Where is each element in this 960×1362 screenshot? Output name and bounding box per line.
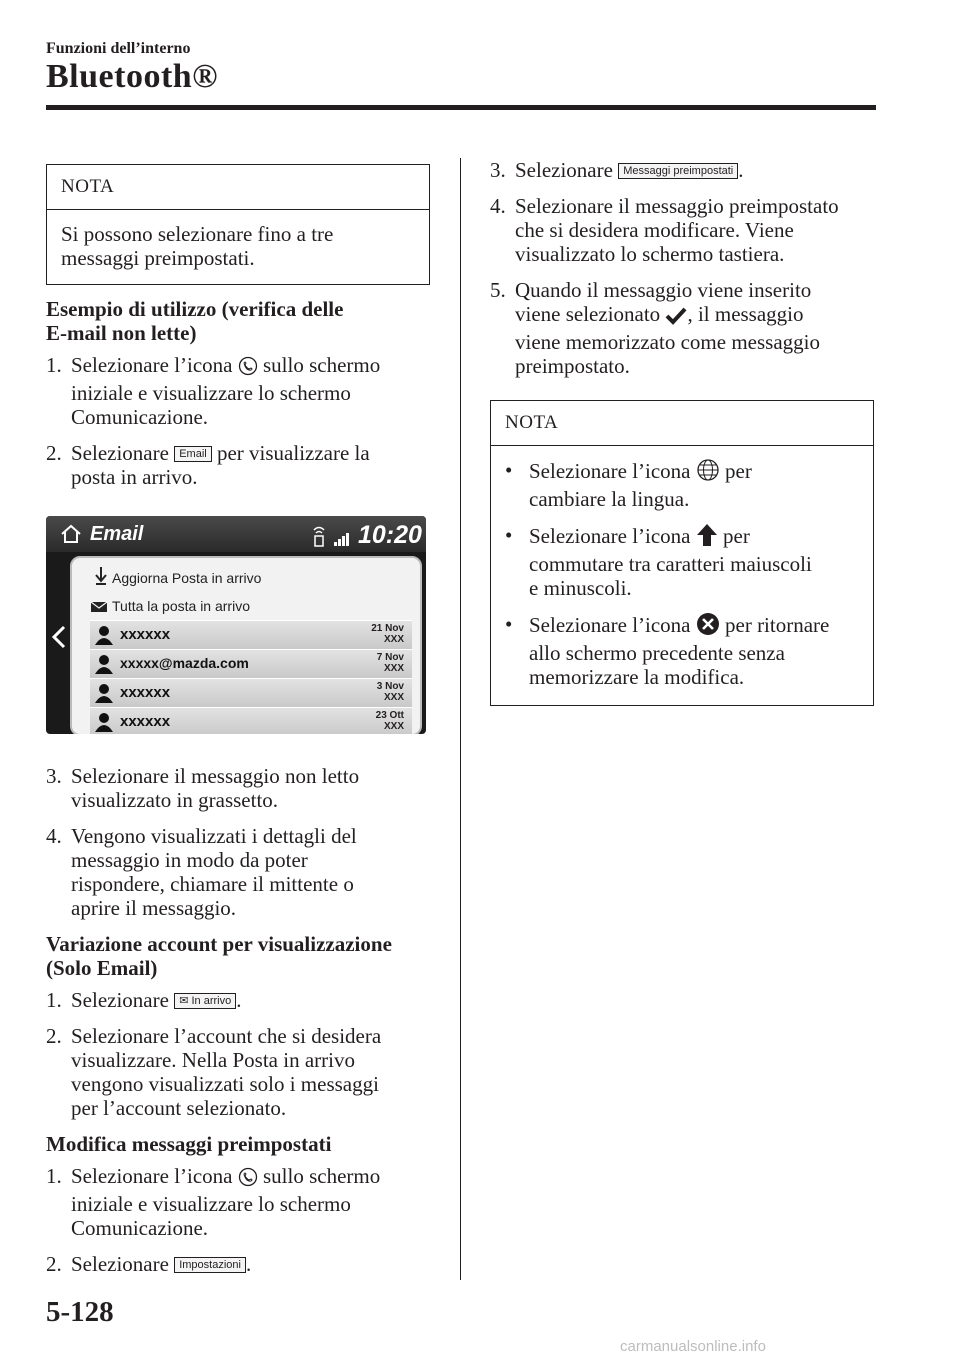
right-column xyxy=(490,158,880,706)
globe-icon xyxy=(696,458,720,487)
note-body xyxy=(491,446,873,705)
contact-avatar-icon xyxy=(94,653,114,675)
example-step-1: 1. Selezionare l’icona sullo schermo iniziale e visualizzare lo schermo Comunicazione. xyxy=(46,353,381,429)
note-bullet-shift: • Selezionare l’icona per commutare tra caratteri maiuscoli e minuscoli. xyxy=(505,523,812,600)
preset-messages-button[interactable]: Messaggi preimpostati xyxy=(618,163,738,179)
section-label: Funzioni dell’interno xyxy=(46,40,191,57)
watermark: carmanualsonline.info xyxy=(620,1338,766,1355)
email-list xyxy=(70,556,422,734)
header-rule xyxy=(46,105,876,110)
note-box-1 xyxy=(46,164,430,285)
message-row[interactable]: xxxxxx 21 Nov XXX xyxy=(90,620,412,649)
account-step-2: 2. Selezionare l’account che si desidera visualizzare. Nella Posta in arrivo vengono visualizzati solo i messaggi per l’account selezionato. xyxy=(46,1024,382,1120)
example-step-3: 3. Selezionare il messaggio non letto visualizzato in grassetto. xyxy=(46,764,360,812)
modify-step-5: 5. Quando il messaggio viene inserito viene selezionato , il messaggio viene memorizzato come messaggio preimpostato. xyxy=(490,278,820,378)
screen-title: Email xyxy=(90,523,144,545)
download-arrow-icon xyxy=(94,566,108,589)
inbox-button[interactable]: ✉ In arrivo xyxy=(174,993,236,1009)
communication-icon xyxy=(238,1167,258,1192)
back-chevron-icon[interactable] xyxy=(50,624,68,655)
account-step-1: 1. Selezionare ✉ In arrivo . xyxy=(46,988,242,1012)
page-title: Bluetooth® xyxy=(46,58,219,95)
note-bullet-language: • Selezionare l’icona per cambiare la lingua. xyxy=(505,458,752,511)
example-heading: Esempio di utilizzo (verifica delle E-mail non lette) xyxy=(46,297,344,345)
page-number: 5-128 xyxy=(46,1296,114,1328)
close-x-icon xyxy=(696,612,720,641)
message-row[interactable]: xxxxxx 3 Nov XXX xyxy=(90,678,412,707)
modify-step-1: 1. Selezionare l’icona sullo schermo iniziale e visualizzare lo schermo Comunicazione. xyxy=(46,1164,381,1240)
all-inbox-row[interactable]: Tutta la posta in arrivo xyxy=(90,592,412,620)
shift-arrow-icon xyxy=(696,523,718,552)
contact-avatar-icon xyxy=(94,682,114,704)
modify-step-2: 2. Selezionare Impostazioni . xyxy=(46,1252,252,1276)
checkmark-icon xyxy=(665,306,687,330)
note-title: NOTA xyxy=(491,401,873,446)
modify-heading: Modifica messaggi preimpostati xyxy=(46,1132,332,1156)
left-column-lower xyxy=(46,764,436,1276)
settings-button[interactable]: Impostazioni xyxy=(174,1257,246,1273)
communication-icon xyxy=(238,356,258,381)
envelope-icon xyxy=(90,600,108,616)
screen-header xyxy=(46,516,426,552)
note-text: Si possono selezionare fino a tre messaggi preimpostati. xyxy=(61,222,334,270)
refresh-inbox-row[interactable]: Aggiorna Posta in arrivo xyxy=(90,564,412,592)
email-button[interactable]: Email xyxy=(174,446,212,462)
bluetooth-signal-icon xyxy=(308,522,354,553)
email-screen xyxy=(46,516,426,734)
modify-step-3: 3. Selezionare Messaggi preimpostati . xyxy=(490,158,744,182)
example-step-2: 2. Selezionare Email per visualizzare la posta in arrivo. xyxy=(46,441,370,489)
contact-avatar-icon xyxy=(94,624,114,646)
account-heading: Variazione account per visualizzazione (Solo Email) xyxy=(46,932,392,980)
message-row[interactable]: xxxxx@mazda.com 7 Nov XXX xyxy=(90,649,412,678)
message-row[interactable]: xxxxxx 23 Ott XXX xyxy=(90,707,412,734)
note-title: NOTA xyxy=(47,165,429,210)
note-bullet-cancel: • Selezionare l’icona per ritornare allo schermo precedente senza memorizzare la modifica. xyxy=(505,612,830,689)
modify-step-4: 4. Selezionare il messaggio preimpostato che si desidera modificare. Viene visualizzato lo schermo tastiera. xyxy=(490,194,839,266)
left-column xyxy=(46,164,430,489)
column-divider xyxy=(460,158,461,1280)
contact-avatar-icon xyxy=(94,711,114,733)
note-box-2 xyxy=(490,400,874,706)
home-icon[interactable] xyxy=(60,524,82,549)
screen-clock: 10:20 xyxy=(358,521,422,549)
envelope-icon: ✉ xyxy=(179,995,189,1007)
example-step-4: 4. Vengono visualizzati i dettagli del messaggio in modo da poter rispondere, chiamare il mittente o aprire il messaggio. xyxy=(46,824,357,920)
